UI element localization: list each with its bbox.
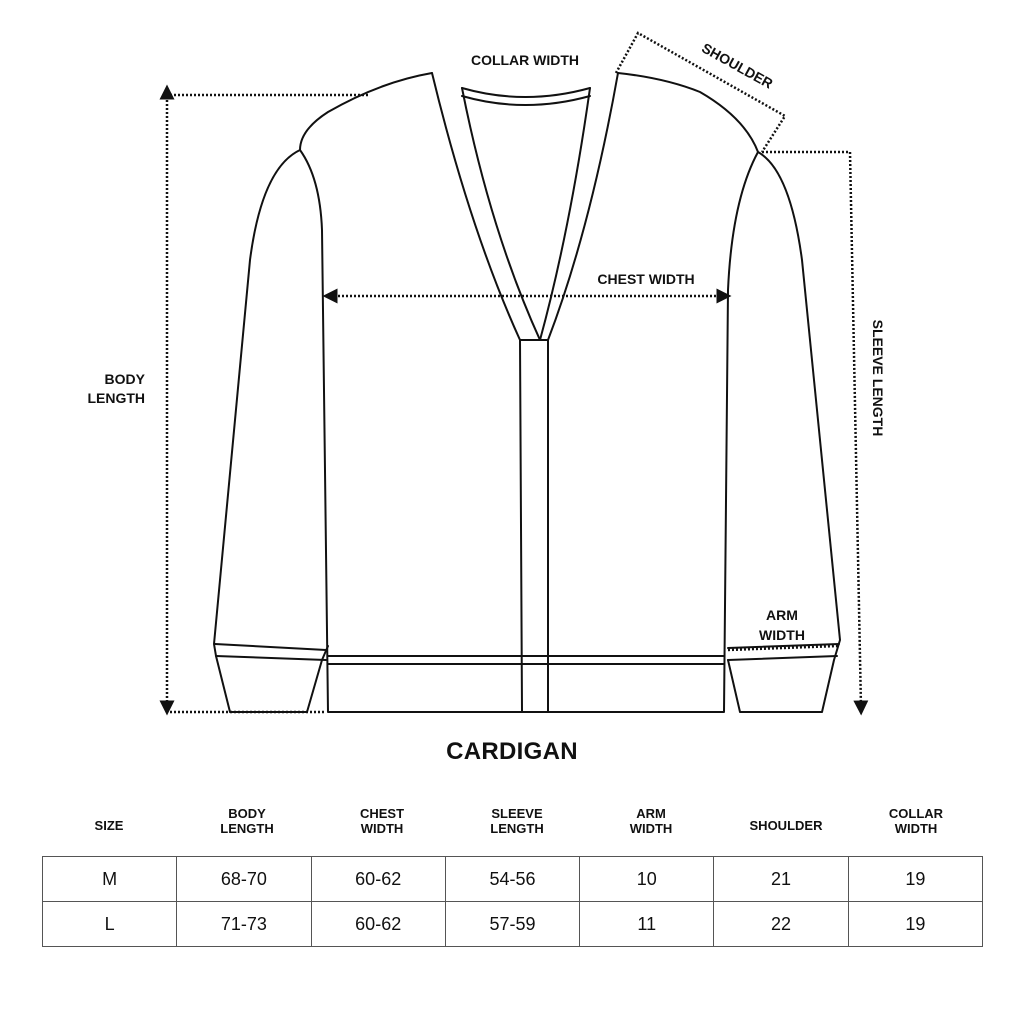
- cell-arm-width: 10: [580, 857, 714, 902]
- cell-shoulder: 21: [714, 857, 848, 902]
- inner-neckline: [462, 88, 590, 97]
- header-body-length: BODY LENGTH: [220, 806, 274, 836]
- cell-collar-width: 19: [848, 857, 982, 902]
- measurement-labels: [87, 40, 886, 643]
- sleeve-length-label: SLEEVE LENGTH: [870, 319, 886, 437]
- right-cuff: [728, 644, 839, 660]
- header-collar-width: COLLAR WIDTH: [888, 806, 944, 836]
- header-chest-width: CHEST WIDTH: [359, 806, 405, 836]
- cell-shoulder: 22: [714, 902, 848, 947]
- body-outline: [300, 73, 758, 712]
- cell-body-length: 68-70: [177, 857, 311, 902]
- arm-width-label-line2: WIDTH: [759, 627, 805, 643]
- shoulder-label: SHOULDER: [699, 39, 776, 92]
- cell-chest-width: 60-62: [311, 902, 445, 947]
- collar-width-label: COLLAR WIDTH: [470, 52, 580, 68]
- cell-sleeve-length: 54-56: [445, 857, 579, 902]
- cell-arm-width: 11: [580, 902, 714, 947]
- chest-width-label: CHEST WIDTH: [597, 271, 695, 287]
- header-sleeve-length: SLEEVE LENGTH: [490, 806, 544, 836]
- cell-chest-width: 60-62: [311, 857, 445, 902]
- left-sleeve: [214, 150, 328, 712]
- size-table: [42, 856, 983, 947]
- sleeve-length-line: [850, 152, 861, 708]
- cell-body-length: 71-73: [177, 902, 311, 947]
- header-arm-width: ARM WIDTH: [629, 806, 673, 836]
- table-row: [43, 857, 983, 902]
- placket-right: [540, 73, 618, 712]
- body-length-label-line1: BODY: [104, 371, 145, 387]
- cardigan-outline: [214, 73, 840, 712]
- placket-left: [432, 73, 540, 712]
- hem-band: [328, 656, 724, 664]
- table-row: [43, 902, 983, 947]
- cell-collar-width: 19: [848, 902, 982, 947]
- left-cuff: [215, 644, 326, 660]
- body-length-label-line2: LENGTH: [87, 390, 145, 406]
- cell-sleeve-length: 57-59: [445, 902, 579, 947]
- arm-width-label-line1: ARM: [766, 607, 798, 623]
- measurement-guides: [167, 33, 861, 712]
- cell-size: L: [43, 902, 177, 947]
- header-size: SIZE: [94, 818, 124, 833]
- product-title: CARDIGAN: [446, 738, 578, 765]
- header-shoulder: SHOULDER: [749, 818, 823, 833]
- cell-size: M: [43, 857, 177, 902]
